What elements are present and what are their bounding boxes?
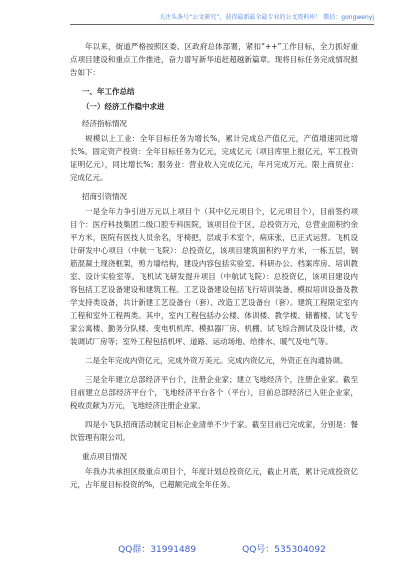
- subheading-economic-indicators: 经济指标情况: [82, 119, 127, 128]
- subheading-investment: 招商引资情况: [82, 192, 127, 201]
- page-footer: [70, 542, 374, 555]
- document-body: [70, 40, 358, 497]
- paragraph-indicators: 规模以上工业：全年目标任务为增长%，累计完成总产值亿元，产值增速同比增长%。固定资产投资：全年目标任务为亿元，完成亿元（项目库里上报亿元，军工投资证明亿元），同比增长%；服务业：营业收入完成亿元，年月完成万元。限上商贸业：完成亿元。: [70, 134, 358, 182]
- intro-paragraph: 年以来，街道严格按照区委、区政府总体部署，紧扣“++”工作目标，全力抓好重点项目建设和重点工作推进，奋力谱写新华追赶超越新篇章。现将目标任务完成情况报告如下：: [70, 42, 358, 77]
- paragraph-investment-3: 三是全年建立总部经济平台个，注册企业家；建立飞地经济个，注册企业家。截至目前建立总部经济平台个，飞地经济平台各个（平台），目前总部经济已入驻企业家，税收贡献为万元，飞地经济注册企业家。: [70, 375, 358, 410]
- footer-qq-group: QQ群：31991489: [118, 545, 197, 555]
- paragraph-investment-1: 一是全年力争引进万元以上项目个（其中亿元项目个，亿元项目个），目前签约项目个：医疗科技集团二级口腔专科医院，该项目位于区，总投资万元，总营业面积约余平方米，医院有医技人员余名，牙椅把，层或手术室个，病床张，已正式运营。飞机设计研发中心项目（中航一飞院）：总投资亿，该项目建筑面积约平方米，一栋五层，钢筋混凝土现浇框架，剪力墙结构，建设内容包括实验室、科研办公、档案库房、培训教室、设计实验室等。飞机试飞研发提升项目（中航试飞院）：总投资亿，该项目建设内容包括工艺设备建设和建筑工程。工艺设备建设包括飞行培训装备、模拟培训设备及教学支持类设备，共计新建工艺设备台（套）、改造工艺设备台（套）。建筑工程限定室内工程和室外工程两类。其中，室内工程包括办公楼、体训楼、教学楼、储蓄楼、试飞专家公寓楼、勤务分队楼、变电机机库、模拟器厂房、机棚、试飞综合测试及设计楼，改装调试厂房等；室外工程包括机坪、道路、运动场地、给排水、暖气及电气等。: [70, 207, 358, 346]
- page-header: 关注头条号“公文研究”，获得最新最全最专业的公文资料库！ 微信：gongwenyj: [159, 14, 374, 21]
- header-divider: [70, 24, 374, 25]
- footer-qq-number: QQ号：535304092: [242, 545, 326, 555]
- section-heading-1-1: （一）经济工作稳中求进: [82, 102, 165, 111]
- paragraph-key-projects: 年我办共承担区级重点项目个，年度计划总投资亿元，截止月底，累计完成投资亿元，占年度目标投资的%，已超额完成全年任务。: [70, 467, 358, 489]
- paragraph-investment-4: 四是小飞队招商活动制定目标企业清单不少于家。截至目前已完成家，分别是：餐饮管理有限公司。: [70, 420, 358, 442]
- section-heading-1: 一、年工作总结: [82, 87, 135, 96]
- paragraph-investment-2: 二是全年完成内资亿元，完成外资万美元。完成内资亿元，外资正在沟通协调。: [85, 356, 348, 365]
- subheading-key-projects: 重点项目情况: [82, 452, 127, 461]
